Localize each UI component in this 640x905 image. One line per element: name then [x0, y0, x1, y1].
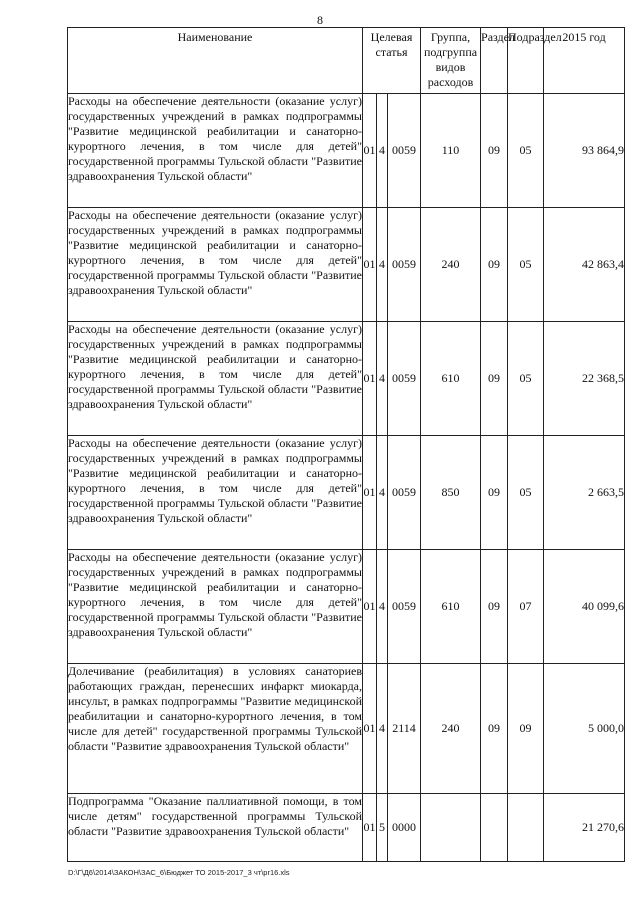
row-subsection: 05: [508, 436, 544, 550]
row-code3: 2114: [388, 664, 421, 794]
row-subsection: 09: [508, 664, 544, 794]
budget-table: [67, 27, 625, 862]
row-amount: 93 864,9: [544, 94, 625, 208]
table-row: [68, 208, 625, 322]
page-number: 8: [317, 13, 323, 27]
row-subsection: 05: [508, 208, 544, 322]
row-code1: 01: [363, 550, 377, 664]
table-row: [68, 550, 625, 664]
row-name: Расходы на обеспечение деятельности (оказание услуг) государственных учреждений в рамках подпрограммы "Развитие медицинской реабилитации и санаторно-курортного лечения, в том числе для детей" государственной программы Тульской области "Развитие здравоохранения Тульской области": [68, 322, 363, 436]
row-name: Расходы на обеспечение деятельности (оказание услуг) государственных учреждений в рамках подпрограммы "Развитие медицинской реабилитации и санаторно-курортного лечения, в том числе для детей" государственной программы Тульской области "Развитие здравоохранения Тульской области": [68, 94, 363, 208]
row-section: 09: [481, 436, 508, 550]
row-section: 09: [481, 664, 508, 794]
row-amount: 5 000,0: [544, 664, 625, 794]
row-group: 240: [421, 208, 481, 322]
row-name: Подпрограмма "Оказание паллиативной помощи, в том числе детям" государственной программы Тульской области "Развитие здравоохранения Тульской области": [68, 794, 363, 862]
row-subsection: 05: [508, 94, 544, 208]
header-subsection: Подраздел: [508, 28, 544, 94]
table-row: [68, 94, 625, 208]
row-group: 610: [421, 550, 481, 664]
row-amount: 21 270,6: [544, 794, 625, 862]
row-group: [421, 794, 481, 862]
row-group: 240: [421, 664, 481, 794]
table-row: [68, 436, 625, 550]
row-code2: 4: [377, 436, 388, 550]
header-name: Наименование: [68, 28, 363, 94]
row-code2: 4: [377, 94, 388, 208]
row-code2: 4: [377, 664, 388, 794]
header-year: 2015 год: [544, 28, 625, 94]
row-code3: 0059: [388, 322, 421, 436]
row-group: 850: [421, 436, 481, 550]
header-section: Раздел: [481, 28, 508, 94]
row-code3: 0059: [388, 550, 421, 664]
row-section: 09: [481, 94, 508, 208]
row-amount: 42 863,4: [544, 208, 625, 322]
row-section: 09: [481, 550, 508, 664]
header-target-article: Целевая статья: [363, 28, 421, 94]
row-code1: 01: [363, 94, 377, 208]
file-path-footer: D:\Г\Д6\2014\ЗАКОН\ЗАС_6\Бюджет ТО 2015-2017_3 чт\pr16.xls: [68, 868, 290, 877]
row-code3: 0059: [388, 94, 421, 208]
row-name: Расходы на обеспечение деятельности (оказание услуг) государственных учреждений в рамках подпрограммы "Развитие медицинской реабилитации и санаторно-курортного лечения, в том числе для детей" государственной программы Тульской области "Развитие здравоохранения Тульской области": [68, 208, 363, 322]
row-amount: 2 663,5: [544, 436, 625, 550]
row-code3: 0059: [388, 208, 421, 322]
header-group: Группа, подгруппа видов расходов: [421, 28, 481, 94]
table-header-row: [68, 28, 625, 94]
row-name: Расходы на обеспечение деятельности (оказание услуг) государственных учреждений в рамках подпрограммы "Развитие медицинской реабилитации и санаторно-курортного лечения, в том числе для детей" государственной программы Тульской области "Развитие здравоохранения Тульской области": [68, 550, 363, 664]
row-section: 09: [481, 208, 508, 322]
row-code3: 0059: [388, 436, 421, 550]
table-row: [68, 322, 625, 436]
row-group: 610: [421, 322, 481, 436]
row-amount: 40 099,6: [544, 550, 625, 664]
row-code1: 01: [363, 208, 377, 322]
row-code1: 01: [363, 436, 377, 550]
table-row: [68, 664, 625, 794]
row-code3: 0000: [388, 794, 421, 862]
row-name: Долечивание (реабилитация) в условиях санаториев работающих граждан, перенесших инфаркт миокарда, инсульт, в рамках подпрограммы "Развитие медицинской реабилитации и санаторно-курортного лечения, в том числе для детей" государственной программы Тульской области "Развитие здравоохранения Тульской области": [68, 664, 363, 794]
row-code1: 01: [363, 664, 377, 794]
row-code2: 4: [377, 550, 388, 664]
row-code1: 01: [363, 794, 377, 862]
row-code1: 01: [363, 322, 377, 436]
row-name: Расходы на обеспечение деятельности (оказание услуг) государственных учреждений в рамках подпрограммы "Развитие медицинской реабилитации и санаторно-курортного лечения, в том числе для детей" государственной программы Тульской области "Развитие здравоохранения Тульской области": [68, 436, 363, 550]
row-amount: 22 368,5: [544, 322, 625, 436]
row-section: [481, 794, 508, 862]
row-code2: 4: [377, 322, 388, 436]
row-code2: 5: [377, 794, 388, 862]
table-row: [68, 794, 625, 862]
row-subsection: 07: [508, 550, 544, 664]
row-code2: 4: [377, 208, 388, 322]
row-subsection: [508, 794, 544, 862]
row-section: 09: [481, 322, 508, 436]
row-group: 110: [421, 94, 481, 208]
row-subsection: 05: [508, 322, 544, 436]
